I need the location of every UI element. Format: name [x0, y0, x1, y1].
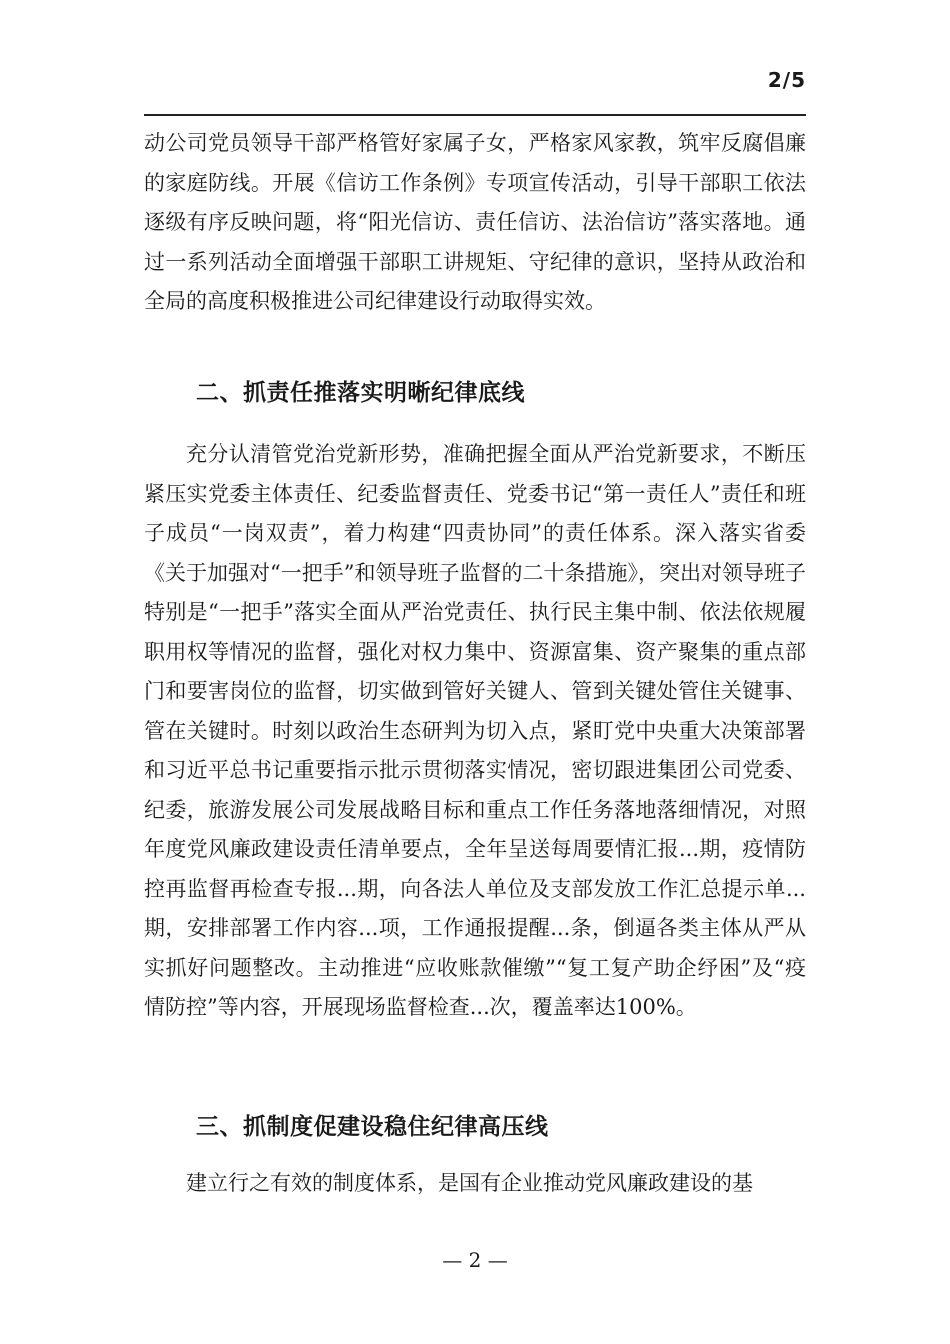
paragraph-continuation: 动公司党员领导干部严格管好家属子女，严格家风家教，筑牢反腐倡廉的家庭防线。开展《信访工作条例》专项宣传活动，引导干部职工依法逐级有序反映问题，将“阳光信访、责任信访、法治信访”落实落地。通过一系列活动全面增强干部职工讲规矩、守纪律的意识，坚持从政治和全局的高度积极推进公司纪律建设行动取得实效。: [144, 131, 806, 313]
header-divider: [144, 114, 806, 116]
paragraph-system: 建立行之有效的制度体系，是国有企业推动党风廉政建设的基: [186, 1171, 753, 1195]
section-heading-3: 三、抓制度促建设稳住纪律高压线: [196, 1114, 549, 1140]
page-number: — 2 —: [442, 1248, 508, 1272]
page-counter: 2/5: [767, 68, 806, 92]
section-heading-2: 二、抓责任推落实明晰纪律底线: [196, 380, 525, 406]
paragraph-responsibility: 充分认清管党治党新形势，准确把握全面从严治党新要求，不断压紧压实党委主体责任、纪委监督责任、党委书记“第一责任人”责任和班子成员“一岗双责”，着力构建“四责协同”的责任体系。深入落实省委《关于加强对“一把手”和领导班子监督的二十条措施》，突出对领导班子特别是“一把手”落实全面从严治党责任、执行民主集中制、依法依规履职用权等情况的监督，强化对权力集中、资源富集、资产聚集的重点部门和要害岗位的监督，切实做到管好关键人、管到关键处管住关键事、管在关键时。时刻以政治生态研判为切入点，紧盯党中央重大决策部署和习近平总书记重要指示批示贯彻落实情况，密切跟进集团公司党委、纪委，旅游发展公司发展战略目标和重点工作任务落地落细情况，对照年度党风廉政建设责任清单要点，全年呈送每周要情汇报...期，疫情防控再监督再检查专报...期，向各法人单位及支部发放工作汇总提示单...期，安排部署工作内容...项，工作通报提醒...条，倒逼各类主体从严从实抓好问题整改。主动推进“应收账款催缴”“复工复产助企纾困”及“疫情防控”等内容，开展现场监督检查...次，覆盖率达100%。: [144, 442, 806, 1019]
